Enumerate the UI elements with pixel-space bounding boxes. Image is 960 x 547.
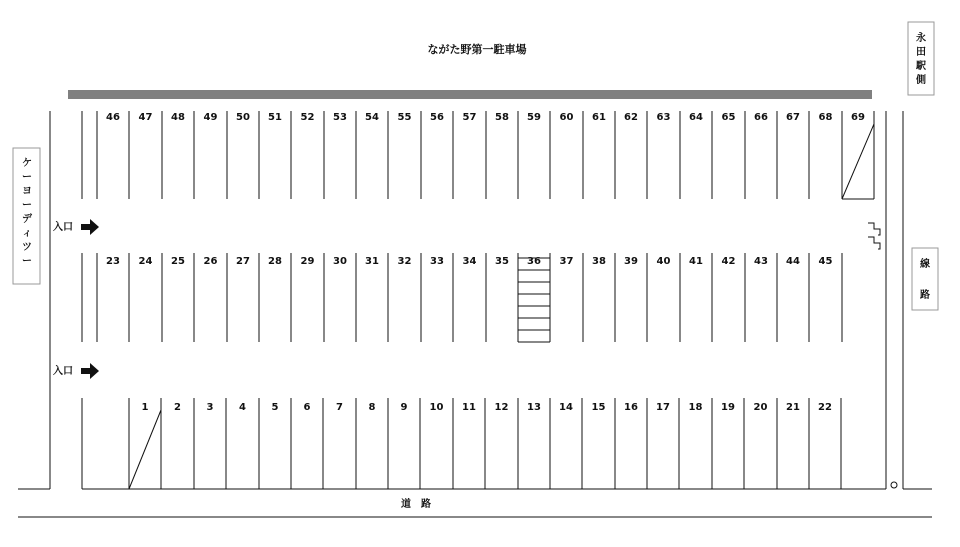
stall-number: 22: [818, 402, 832, 413]
stall-number: 27: [236, 256, 250, 267]
neighbor-char: デ: [22, 214, 32, 225]
stall-number: 67: [786, 112, 800, 123]
stall-number: 39: [624, 256, 638, 267]
stall-number: 42: [721, 256, 736, 267]
stall-number: 5: [271, 402, 279, 413]
stall-number: 32: [397, 256, 412, 267]
station-side-char: 田: [916, 47, 926, 58]
stall-number: 54: [365, 112, 379, 123]
stall-number: 62: [624, 112, 638, 123]
stall-number: 9: [400, 402, 408, 413]
station-side-char: 永: [916, 33, 926, 44]
stall-number: 49: [203, 112, 218, 123]
parking-row-bottom: [82, 398, 841, 489]
stall-number: 26: [203, 256, 218, 267]
step-marker: [868, 223, 880, 249]
stall-number: 11: [462, 402, 476, 413]
stall-number: 53: [333, 112, 347, 123]
parking-row-top: [82, 111, 874, 199]
stall-number: 6: [303, 402, 311, 413]
neighbor-char: ツ: [22, 242, 32, 253]
railway-char: 線: [920, 259, 930, 270]
stall-diagonal: [842, 124, 874, 199]
stall-number: 29: [300, 256, 315, 267]
stall-number: 35: [495, 256, 509, 267]
entrance-bottom-label: 入口: [53, 366, 73, 377]
stall-number: 7: [336, 402, 343, 413]
stall-number: 52: [300, 112, 315, 123]
stall-number: 31: [365, 256, 379, 267]
stall-number: 33: [430, 256, 444, 267]
stall-number: 23: [106, 256, 120, 267]
stall-number: 57: [462, 112, 477, 123]
stall-number: 69: [851, 112, 865, 123]
road-label: 道 路: [401, 499, 431, 510]
stall-number: 25: [171, 256, 185, 267]
page-title: ながた野第一駐車場: [427, 43, 527, 56]
stall-number: 34: [462, 256, 477, 267]
neighbor-char: ケ: [22, 158, 32, 169]
parking-row-middle: [82, 253, 842, 342]
stall-number: 4: [239, 402, 246, 413]
stall-number: 51: [268, 112, 282, 123]
neighbor-char: ィ: [22, 228, 32, 239]
stall-number: 60: [559, 112, 574, 123]
stall-number: 12: [494, 402, 509, 413]
stall-number: 44: [786, 256, 800, 267]
stall-number: 40: [656, 256, 671, 267]
stall-number: 2: [174, 402, 181, 413]
entrance-top-arrow-icon: [81, 219, 99, 235]
neighbor-char: ー: [22, 200, 32, 211]
stall-number: 30: [333, 256, 347, 267]
neighbor-char: ー: [22, 256, 32, 267]
stall-number: 68: [818, 112, 833, 123]
stall-number: 55: [397, 112, 412, 123]
stall-number: 20: [753, 402, 768, 413]
stall-number: 18: [688, 402, 703, 413]
stall-number: 63: [656, 112, 671, 123]
stall-number: 15: [591, 402, 606, 413]
stall-number: 17: [656, 402, 670, 413]
stall-number: 47: [138, 112, 153, 123]
entrance-bottom-arrow-icon: [81, 363, 99, 379]
stall-number: 21: [786, 402, 800, 413]
stall-number: 10: [429, 402, 444, 413]
stall-number: 16: [624, 402, 638, 413]
stall-number: 61: [592, 112, 606, 123]
stall-number: 13: [527, 402, 541, 413]
stall-number: 14: [559, 402, 573, 413]
station-side-char: 側: [916, 75, 926, 86]
stall-number: 8: [368, 402, 376, 413]
stall-number: 46: [106, 112, 120, 123]
stall-diagonal: [129, 410, 161, 489]
stall-number: 19: [721, 402, 735, 413]
stall-number: 64: [689, 112, 703, 123]
stall-number: 65: [721, 112, 736, 123]
stall-number: 59: [527, 112, 541, 123]
station-side-char: 駅: [916, 61, 926, 72]
stall-number: 36: [527, 256, 541, 267]
stall-number: 28: [268, 256, 282, 267]
stall-number: 56: [430, 112, 444, 123]
stall-number: 24: [138, 256, 153, 267]
stall-number: 48: [171, 112, 185, 123]
neighbor-char: ヨ: [22, 186, 32, 197]
stall-number: 3: [206, 402, 214, 413]
stall-number: 50: [236, 112, 250, 123]
neighbor-char: ー: [22, 172, 32, 183]
stall-number: 66: [754, 112, 768, 123]
stairway: [518, 258, 550, 342]
entrance-top-label: 入口: [53, 222, 73, 233]
top-wall: [68, 90, 872, 99]
stall-number: 45: [818, 256, 833, 267]
stall-number: 1: [141, 402, 149, 413]
stall-number: 38: [592, 256, 606, 267]
stall-number: 41: [689, 256, 703, 267]
stall-number: 37: [559, 256, 574, 267]
railway-char: 路: [920, 290, 930, 301]
stall-number: 58: [495, 112, 509, 123]
stall-number: 43: [754, 256, 768, 267]
marker-circle: [891, 482, 897, 488]
